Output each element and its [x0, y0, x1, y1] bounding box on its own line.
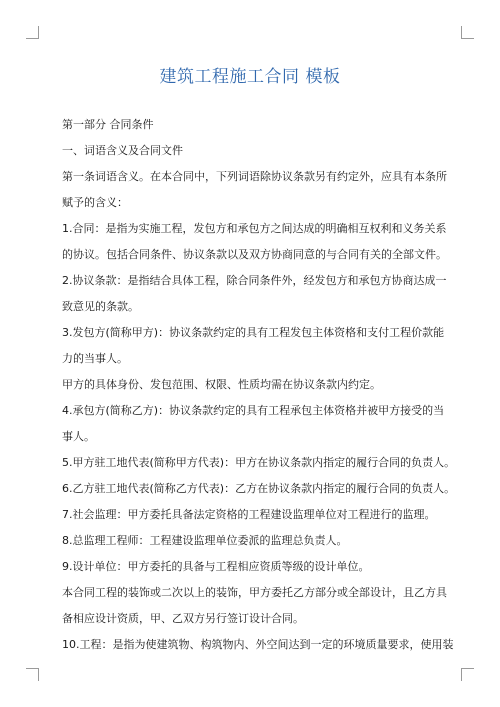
paragraph-line: 8.总监理工程师：工程建设监理单位委派的监理总负责人。: [62, 534, 348, 547]
document-body: [62, 112, 456, 658]
subsection-heading: 一、词语含义及合同文件: [62, 144, 183, 157]
page-corner-mark-top-left: [26, 26, 39, 39]
paragraph-line: 7.社会监理：甲方委托具备法定资格的工程建设监理单位对工程进行的监理。: [62, 508, 436, 521]
paragraph-line: 9.设计单位：甲方委托的具备与工程相应资质等级的设计单位。: [62, 560, 370, 573]
paragraph-line: 的协议。包括合同条件、协议条款以及双方协商同意的与合同有关的全部文件。: [62, 248, 447, 261]
paragraph-line: 事人。: [62, 430, 95, 443]
paragraph-line: 力的当事人。: [62, 352, 128, 365]
paragraph-line: 6.乙方驻工地代表(简称乙方代表)：乙方在协议条款内指定的履行合同的负责人。: [62, 482, 456, 495]
paragraph-line: 第一条词语含义。在本合同中，下列词语除协议条款另有约定外，应具有本条所: [62, 170, 447, 183]
paragraph-line: 10.工程：是指为使建筑物、构筑物内、外空间达到一定的环境质量要求，使用装: [62, 638, 454, 651]
paragraph-line: 赋予的含义：: [62, 196, 128, 209]
paragraph-line: 致意见的条款。: [62, 300, 139, 313]
document-title: 建筑工程施工合同 模板: [159, 67, 341, 87]
page-corner-mark-top-right: [461, 26, 474, 39]
paragraph-line: 4.承包方(简称乙方)：协议条款约定的具有工程承包主体资格并被甲方接受的当: [62, 404, 445, 417]
section-heading: 第一部分 合同条件: [62, 118, 154, 131]
page-corner-mark-bottom-left: [26, 668, 39, 681]
paragraph-line: 1.合同：是指为实施工程，发包方和承包方之间达成的明确相互权利和义务关系: [62, 222, 447, 235]
paragraph-line: 甲方的具体身份、发包范围、权限、性质均需在协议条款内约定。: [62, 378, 381, 391]
paragraph-line: 3.发包方(简称甲方)：协议条款约定的具有工程发包主体资格和支付工程价款能: [62, 326, 445, 339]
paragraph-line: 本合同工程的装饰或二次以上的装饰，甲方委托乙方部分或全部设计，且乙方具: [62, 586, 447, 599]
paragraph-line: 2.协议条款：是指结合具体工程，除合同条件外，经发包方和承包方协商达成一: [62, 274, 447, 287]
paragraph-line: 备相应设计资质，甲、乙双方另行签订设计合同。: [62, 612, 304, 625]
page-corner-mark-bottom-right: [461, 668, 474, 681]
paragraph-line: 5.甲方驻工地代表(简称甲方代表)：甲方在协议条款内指定的履行合同的负责人。: [62, 456, 456, 469]
